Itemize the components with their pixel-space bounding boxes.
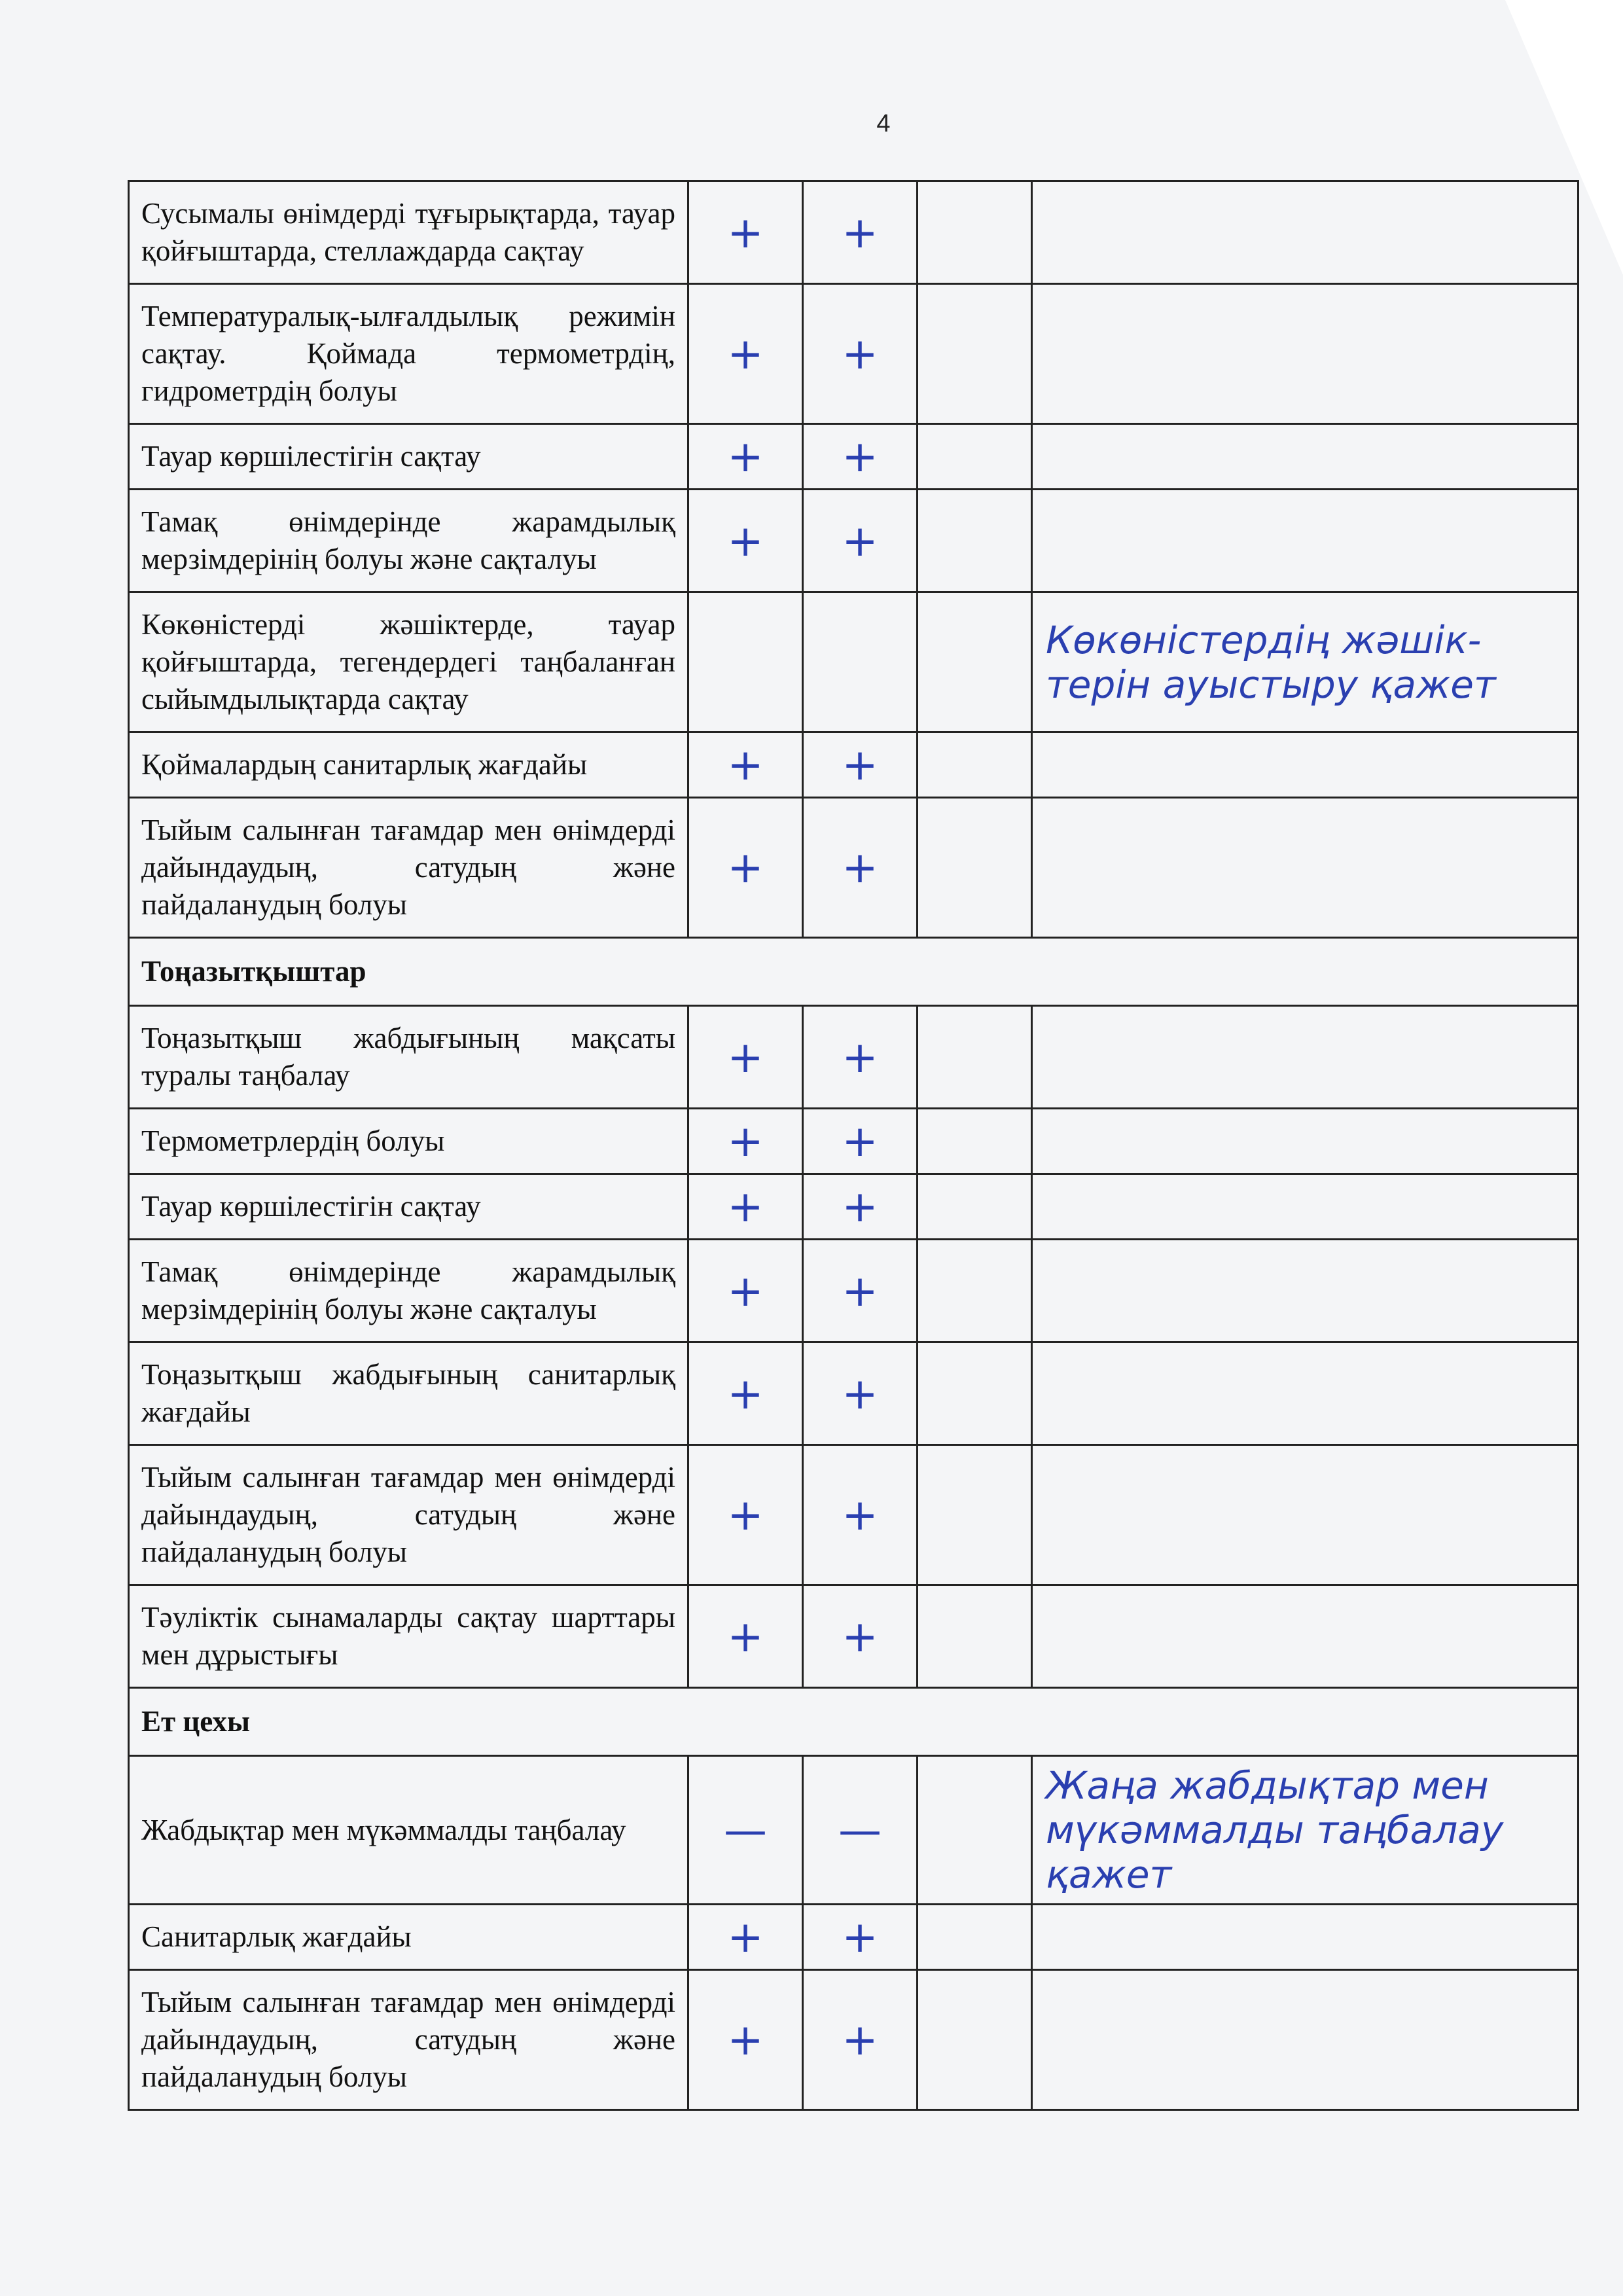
checklist-row: [129, 1756, 1578, 1905]
mark-column-1: [688, 592, 803, 732]
checklist-row: [129, 181, 1578, 284]
requirement-text: Қоймалардың санитарлық жағдайы: [129, 732, 688, 798]
checklist-row: [129, 592, 1578, 732]
mark-column-3: [918, 490, 1032, 592]
mark-column-3: [918, 181, 1032, 284]
section-title: Тоңазытқыштар: [129, 938, 1578, 1006]
handwritten-note: [1032, 1585, 1578, 1688]
handwritten-note: [1032, 1006, 1578, 1109]
requirement-text: Жабдықтар мен мүкәммалды таңбалау: [129, 1756, 688, 1905]
scanned-page-corner: [1505, 0, 1623, 275]
mark-column-1: +: [688, 181, 803, 284]
mark-column-2: +: [803, 1174, 918, 1240]
mark-column-2: +: [803, 1006, 918, 1109]
mark-column-2: +: [803, 490, 918, 592]
section-header-row: [129, 1688, 1578, 1756]
handwritten-note: Көкөністердің жәшік-терін ауыстыру қажет: [1032, 592, 1578, 732]
mark-column-2: [803, 592, 918, 732]
requirement-text: Тәуліктік сынамаларды сақтау шарттары мен дұрыстығы: [129, 1585, 688, 1688]
checklist-row: [129, 1585, 1578, 1688]
mark-column-1: +: [688, 1174, 803, 1240]
requirement-text: Тоңазытқыш жабдығының санитарлық жағдайы: [129, 1342, 688, 1445]
mark-column-2: —: [803, 1756, 918, 1905]
checklist-row: [129, 1342, 1578, 1445]
handwritten-note: [1032, 1970, 1578, 2110]
requirement-text: Санитарлық жағдайы: [129, 1905, 688, 1970]
checklist-row: [129, 284, 1578, 424]
requirement-text: Тыйым салынған тағамдар мен өнімдерді дайындаудың, сатудың және пайдаланудың болуы: [129, 1445, 688, 1585]
section-header-row: [129, 938, 1578, 1006]
mark-column-2: +: [803, 1905, 918, 1970]
mark-column-2: +: [803, 798, 918, 938]
handwritten-note: [1032, 1905, 1578, 1970]
checklist-row: [129, 1905, 1578, 1970]
mark-column-3: [918, 1006, 1032, 1109]
mark-column-3: [918, 1970, 1032, 2110]
handwritten-note: Жаңа жабдықтар мен мүкәммалды таңбалау қажет: [1032, 1756, 1578, 1905]
mark-column-2: +: [803, 181, 918, 284]
mark-column-1: +: [688, 1006, 803, 1109]
mark-column-1: +: [688, 1240, 803, 1342]
requirement-text: Температуралық-ылғалдылық режимін сақтау. Қоймада термометрдің, гидрометрдің болуы: [129, 284, 688, 424]
requirement-text: Термометрлердің болуы: [129, 1109, 688, 1174]
mark-column-3: [918, 1109, 1032, 1174]
mark-column-1: +: [688, 1109, 803, 1174]
checklist-row: [129, 1970, 1578, 2110]
requirement-text: Тамақ өнімдерінде жарамдылық мерзімдерінің болуы және сақталуы: [129, 490, 688, 592]
requirement-text: Тоңазытқыш жабдығының мақсаты туралы таңбалау: [129, 1006, 688, 1109]
mark-column-2: +: [803, 424, 918, 490]
mark-column-3: [918, 1174, 1032, 1240]
mark-column-3: [918, 1585, 1032, 1688]
checklist-row: [129, 1006, 1578, 1109]
mark-column-1: +: [688, 490, 803, 592]
mark-column-1: —: [688, 1756, 803, 1905]
mark-column-3: [918, 1756, 1032, 1905]
requirement-text: Тамақ өнімдерінде жарамдылық мерзімдерінің болуы және сақталуы: [129, 1240, 688, 1342]
mark-column-3: [918, 592, 1032, 732]
mark-column-2: +: [803, 1585, 918, 1688]
checklist-row: [129, 1240, 1578, 1342]
checklist-row: [129, 1174, 1578, 1240]
handwritten-note: [1032, 1174, 1578, 1240]
handwritten-note: [1032, 798, 1578, 938]
requirement-text: Тауар көршілестігін сақтау: [129, 1174, 688, 1240]
mark-column-3: [918, 1240, 1032, 1342]
mark-column-1: +: [688, 284, 803, 424]
mark-column-2: +: [803, 1970, 918, 2110]
mark-column-3: [918, 732, 1032, 798]
mark-column-2: +: [803, 1445, 918, 1585]
checklist-row: [129, 1445, 1578, 1585]
handwritten-note: [1032, 1445, 1578, 1585]
requirement-text: Сусымалы өнімдерді тұғырықтарда, тауар қойғыштарда, стеллаждарда сақтау: [129, 181, 688, 284]
mark-column-3: [918, 284, 1032, 424]
handwritten-note: [1032, 1109, 1578, 1174]
mark-column-1: +: [688, 424, 803, 490]
checklist-row: [129, 1109, 1578, 1174]
requirement-text: Тыйым салынған тағамдар мен өнімдерді дайындаудың, сатудың және пайдаланудың болуы: [129, 1970, 688, 2110]
inspection-checklist-table: [128, 180, 1579, 2111]
handwritten-note: [1032, 732, 1578, 798]
mark-column-1: +: [688, 1585, 803, 1688]
handwritten-note: [1032, 181, 1578, 284]
mark-column-3: [918, 424, 1032, 490]
mark-column-2: +: [803, 1240, 918, 1342]
mark-column-1: +: [688, 798, 803, 938]
requirement-text: Тыйым салынған тағамдар мен өнімдерді дайындаудың, сатудың және пайдаланудың болуы: [129, 798, 688, 938]
mark-column-2: +: [803, 284, 918, 424]
handwritten-note: [1032, 490, 1578, 592]
section-title: Ет цехы: [129, 1688, 1578, 1756]
page-number: 4: [876, 110, 891, 137]
mark-column-3: [918, 798, 1032, 938]
handwritten-note: [1032, 424, 1578, 490]
mark-column-3: [918, 1445, 1032, 1585]
mark-column-1: +: [688, 1905, 803, 1970]
mark-column-1: +: [688, 1970, 803, 2110]
requirement-text: Көкөністерді жәшіктерде, тауар қойғыштарда, тегендердегі таңбаланған сыйымдылықтарда сақтау: [129, 592, 688, 732]
mark-column-1: +: [688, 732, 803, 798]
checklist-row: [129, 424, 1578, 490]
handwritten-note: [1032, 1240, 1578, 1342]
requirement-text: Тауар көршілестігін сақтау: [129, 424, 688, 490]
mark-column-2: +: [803, 1342, 918, 1445]
mark-column-1: +: [688, 1445, 803, 1585]
checklist-row: [129, 798, 1578, 938]
mark-column-2: +: [803, 1109, 918, 1174]
handwritten-note: [1032, 284, 1578, 424]
handwritten-note: [1032, 1342, 1578, 1445]
mark-column-3: [918, 1905, 1032, 1970]
checklist-row: [129, 732, 1578, 798]
mark-column-3: [918, 1342, 1032, 1445]
mark-column-2: +: [803, 732, 918, 798]
mark-column-1: +: [688, 1342, 803, 1445]
checklist-row: [129, 490, 1578, 592]
